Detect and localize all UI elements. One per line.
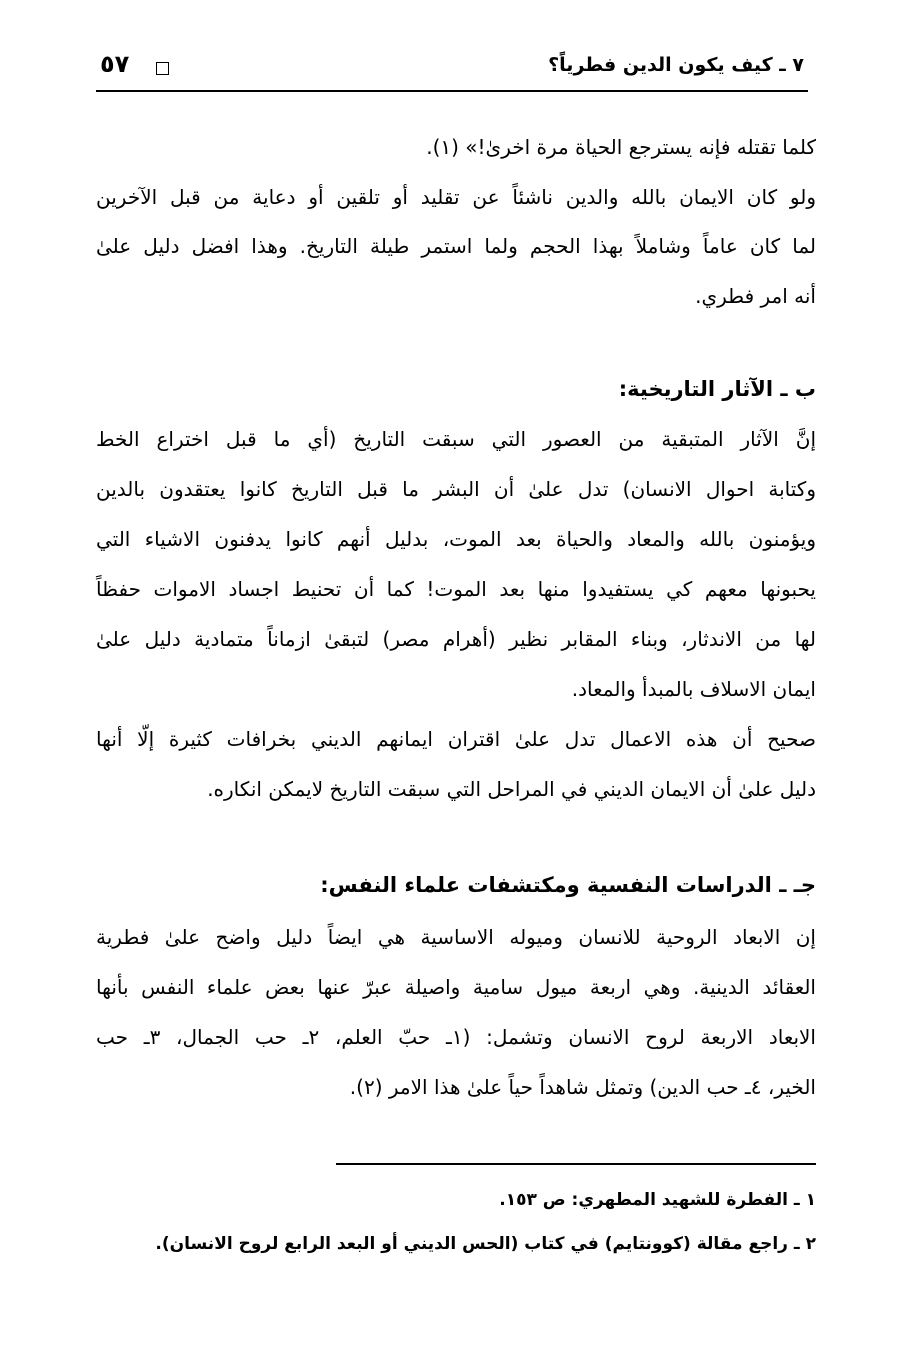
- body-line: دليل علىٰ أن الايمان الديني في المراحل التي سبقت التاريخ لايمكن انكاره.: [207, 777, 816, 801]
- body-line: العقائد الدينية. وهي اربعة ميول سامية واصيلة عبرّ عنها بعض علماء النفس بأنها: [96, 975, 816, 999]
- body-line: ويؤمنون بالله والمعاد والحياة بعد الموت، بدليل أنهم كانوا يدفنون الاشياء التي: [96, 527, 816, 551]
- body-line: إنَّ الآثار المتبقية من العصور التي سبقت التاريخ (أي ما قبل اختراع الخط: [96, 427, 816, 451]
- body-line: صحيح أن هذه الاعمال تدل علىٰ اقتران ايمانهم الديني بخرافات كثيرة إلّا أنها: [96, 727, 816, 751]
- body-line: يحبونها معهم كي يستفيدوا منها بعد الموت! كما أن تحنيط اجساد الاموات حفظاً: [96, 577, 816, 601]
- body-line: لها من الاندثار، وبناء المقابر نظير (أهرام مصر) لتبقىٰ ازماناً متمادية دليل علىٰ: [96, 627, 816, 651]
- body-line: لما كان عاماً وشاملاً بهذا الحجم ولما استمر طيلة التاريخ. وهذا افضل دليل علىٰ: [96, 234, 816, 258]
- body-line: ايمان الاسلاف بالمبدأ والمعاد.: [571, 677, 816, 701]
- body-line: إن الابعاد الروحية للانسان وميوله الاساسية هي ايضاً دليل واضح علىٰ فطرية: [96, 925, 816, 949]
- body-line: الخير، ٤ـ حب الدين) وتمثل شاهداً حياً علىٰ هذا الامر (٢).: [349, 1075, 816, 1099]
- footnote: ١ ـ الفطرة للشهيد المطهري: ص ١٥٣.: [499, 1190, 816, 1210]
- footnote: ٢ ـ راجع مقالة (كوونتايم) في كتاب (الحس الديني أو البعد الرابع لروح الانسان).: [155, 1234, 816, 1254]
- section-heading: جـ ـ الدراسات النفسية ومكتشفات علماء النفس:: [320, 873, 816, 897]
- body-line: الابعاد الاربعة لروح الانسان وتشمل: (١ـ حبّ العلم، ٢ـ حب الجمال، ٣ـ حب: [96, 1025, 816, 1049]
- footnote-divider: [336, 1163, 816, 1165]
- chapter-title: ٧ ـ كيف يكون الدين فطرياً؟: [548, 54, 804, 76]
- body-line: أنه امر فطري.: [695, 284, 816, 308]
- section-heading: ب ـ الآثار التاريخية:: [618, 377, 816, 401]
- running-header: [96, 46, 808, 92]
- body-line: كلما تقتله فإنه يسترجع الحياة مرة اخرىٰ!» (١).: [426, 135, 816, 159]
- separator-square-icon: [156, 62, 169, 75]
- body-line: ولو كان الايمان بالله والدين ناشئاً عن تقليد أو تلقين أو دعاية من قبل الآخرين: [96, 185, 816, 209]
- page-number: ٥٧: [100, 50, 130, 78]
- body-line: وكتابة احوال الانسان) تدل علىٰ أن البشر ما قبل التاريخ كانوا يعتقدون بالدين: [96, 477, 816, 501]
